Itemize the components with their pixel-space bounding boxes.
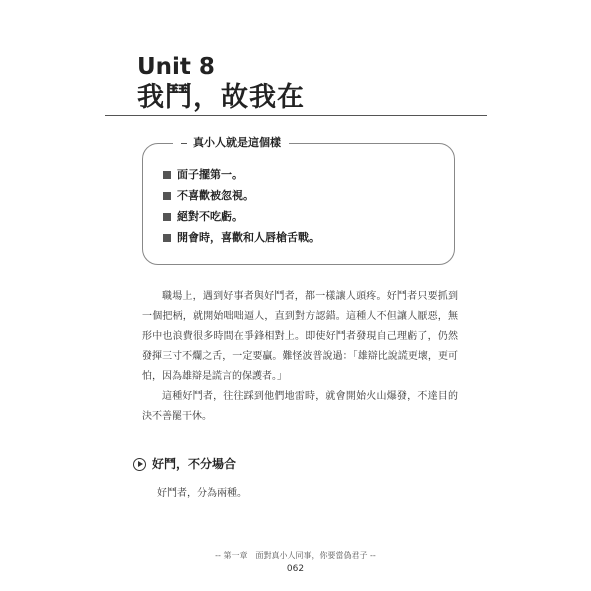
infobox-title-text: 真小人就是這個樣 (193, 136, 281, 149)
square-bullet-icon (163, 171, 171, 179)
body-paragraph-2: 這種好鬥者，往往踩到他們地雷時，就會開始火山爆發，不達目的決不善罷干休。 (142, 391, 458, 422)
play-circle-icon (133, 458, 146, 471)
list-item (163, 185, 320, 206)
page-number: 062 (286, 564, 305, 574)
footer-chapter: -- 第一章 面對真小人同事，你要當偽君子 -- (215, 551, 376, 560)
chapter-title: 我鬥，故我在 (137, 82, 305, 113)
square-bullet-icon (163, 213, 171, 221)
unit-label: Unit 8 (137, 54, 215, 80)
section-heading-text: 好鬥，不分場合 (152, 457, 237, 471)
title-dash-left (181, 143, 187, 144)
infobox-list (163, 164, 320, 248)
list-item (163, 164, 320, 185)
list-item (163, 206, 320, 227)
section-heading (133, 455, 236, 473)
list-item-text: 面子擺第一。 (177, 168, 243, 181)
square-bullet-icon (163, 234, 171, 242)
square-bullet-icon (163, 192, 171, 200)
list-item-text: 開會時，喜歡和人唇槍舌戰。 (177, 231, 320, 244)
list-item (163, 227, 320, 248)
body-paragraph-1: 職場上，遇到好事者與好鬥者，都一樣讓人頭疼。好鬥者只要抓到一個把柄，就開始咄咄逼人，直到對方認錯。這種人不但讓人厭惡，無形中也浪費很多時間在爭鋒相對上。即使好鬥者發現自己理虧了，仍然發揮三寸不爛之舌，一定要贏。難怪波普說過：「雄辯比說謊更壞，更可怕，因為雄辯是謊言的保護者。」 (142, 291, 458, 382)
infobox (142, 136, 455, 265)
title-rule (105, 115, 487, 116)
section-first-line: 好鬥者，分為兩種。 (157, 488, 247, 499)
infobox-title (173, 135, 289, 151)
list-item-text: 絕對不吃虧。 (177, 210, 243, 223)
list-item-text: 不喜歡被忽視。 (177, 189, 254, 202)
body-text (142, 287, 458, 427)
